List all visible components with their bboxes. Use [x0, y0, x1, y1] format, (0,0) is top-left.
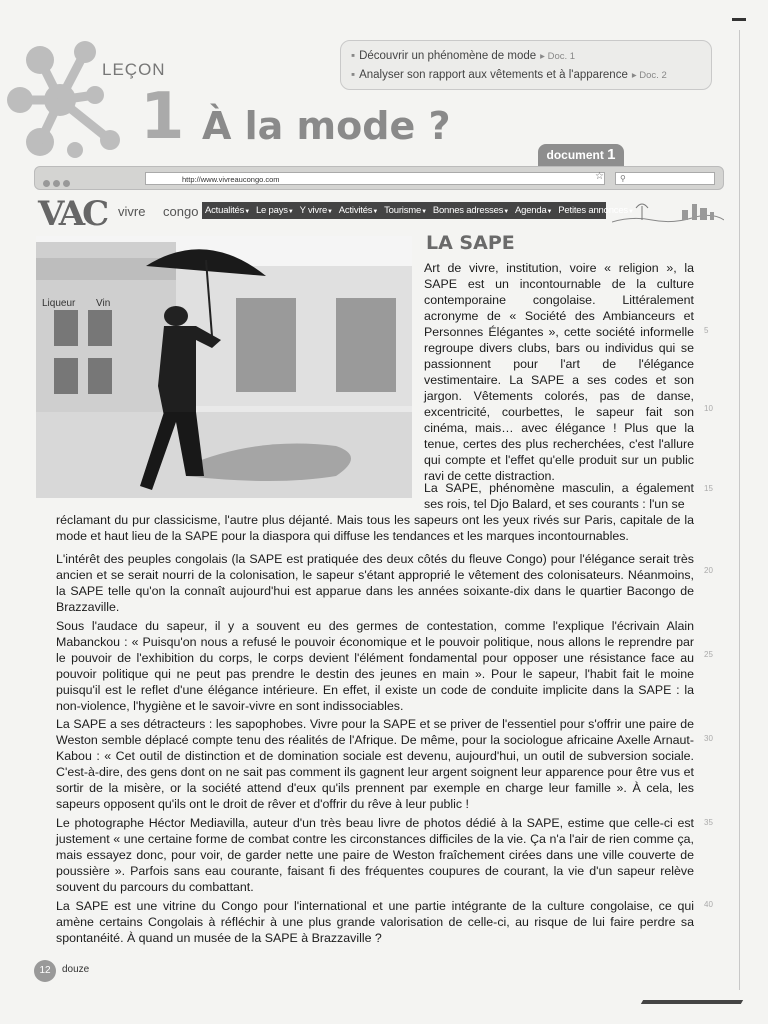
objective-item — [351, 47, 701, 66]
nav-item: Bonnes adresses▼ — [432, 205, 509, 216]
line-number: 35 — [704, 818, 713, 827]
shop-sign-text: Liqueur — [42, 298, 76, 309]
dropdown-arrow-icon: ▼ — [503, 209, 509, 215]
page-number-badge: 12 — [34, 960, 56, 982]
objectives-box — [340, 40, 712, 90]
article-paragraph: L'intérêt des peuples congolais (la SAPE est pratiquée des deux côtés du fleuve Congo) pour l'élégance serait très ancien et se serait nourri de la colonisation, le sapeur s'étant approprié le vêtement des colonisateurs. Néanmoins, la SAPE telle qu'on la connaît aujourd'hui est apparue dans les années soixante-dix dans le quartier Bacongo de Brazzaville. — [56, 552, 694, 614]
lesson-number: 1 — [140, 80, 185, 154]
objective-item — [351, 66, 701, 85]
dropdown-arrow-icon: ▼ — [627, 209, 634, 215]
article-paragraph: Art de vivre, institution, voire « religion », la SAPE est un incontournable de la culture contemporaine congolaise. Littéralement acronyme de « Société des Ambianceurs et Personnes Élégantes », cette société informelle regroupe divers clubs, bars ou individus qui se passionnent pour l'art de l'élégance vestimentaire. La SAPE a ses codes et son jargon. Vêtements colorés, pas de danse, excentricité, courbettes, le sapeur fait son cinéma, mais… avec élégance ! Plus que la tenue, certes des plus recherchées, c'est l'allure qui compte et l'effet qu'elle produit sur un public ravi de cette distraction. — [424, 261, 694, 483]
document-tab-number: 1 — [607, 146, 616, 163]
lesson-title: À la mode ? — [202, 104, 451, 148]
skyline-illustration — [612, 194, 724, 224]
address-bar: http://www.vivreaucongo.com — [145, 172, 605, 185]
page-edge-line — [739, 30, 740, 990]
line-number: 30 — [704, 734, 713, 743]
document-tab — [538, 144, 624, 166]
bullet-icon: ▪ — [351, 69, 356, 81]
lesson-label: LEÇON — [102, 60, 166, 79]
article-paragraph: réclamant du pur classicisme, l'autre plus déjanté. Mais tous les sapeurs ont les yeux rivés sur Paris, capitale de la mode et haut lieu de la SAPE pour la diaspora qui diffuse les tendances et les marques incontournables. — [56, 513, 694, 543]
site-name-vivre: vivre — [118, 204, 146, 219]
article-paragraph: La SAPE a ses détracteurs : les sapophobes. Vivre pour la SAPE et se priver de l'essentiel pour s'offrir une paire de Weston semble déplacé compte tenu des réalités de l'Afrique. De même, pour la sociologue africaine Axelle Arnaut-Kabou : « Cet outil de distinction et de domination sociale est devenu, aujourd'hui, un outil de subversion sociale. C'est-à-dire, des gens dont on ne sait pas comment ils gagnent leur argent soignent leur apparence pour être vus et sortir de la misère, or la société attend d'eux qu'ils prennent par exemple en charge leur famille ». À cela, les sapeurs opposent qu'ils ont le droit de rêver et d'offrir du rêve à leur public ! — [56, 717, 694, 811]
article-paragraph: La SAPE est une vitrine du Congo pour l'international et une partie intégrante de la culture congolaise, ce qui amène certains Congolais à réfléchir à une plus grande valorisation de celle-ci, au risque de lui faire perdre sa spontanéité. À quand un musée de la SAPE à Brazzaville ? — [56, 899, 694, 945]
dropdown-arrow-icon: ▼ — [244, 209, 250, 215]
site-logo: VAC — [38, 194, 107, 234]
scan-corner-mark — [732, 18, 746, 21]
sapeur-photo — [36, 236, 412, 498]
objective-text: Analyser son rapport aux vêtements et à l'apparence — [359, 69, 628, 81]
nav-item: Petites annonces▼ — [558, 205, 634, 216]
article-paragraph: Sous l'audace du sapeur, il y a souvent eu des germes de contestation, comme l'explique l'écrivain Alain Mabanckou : « Puisqu'on nous a refusé le pouvoir économique et le pouvoir politique, nous allons le reprendre par le pouvoir de l'exhibition du corps, le corps devient l'élément fondamental pour opposer une résistance face au pouvoir politique qui ne peut pas prendre le destin des jeunes en main ». Pour le sapeur, l'habit fait le moine puisqu'il est le reflet d'une élégance intérieure. En effet, il existe un code de conduite implicite dans la SAPE : la non-violence, l'hygiène et le savoir-vivre en sont indissociables. — [56, 619, 694, 713]
dropdown-arrow-icon: ▼ — [327, 209, 333, 215]
dropdown-arrow-icon: ▼ — [372, 209, 379, 215]
nav-item: Y vivre▼ — [299, 205, 333, 216]
nav-item: Activités▼ — [338, 205, 379, 216]
line-number: 10 — [704, 404, 713, 413]
window-dot-icon — [53, 180, 60, 187]
dropdown-arrow-icon: ▼ — [421, 209, 427, 215]
objective-text: Découvrir un phénomène de mode — [359, 50, 537, 62]
site-name-congo: congo — [163, 204, 199, 219]
nav-item: Tourisme▼ — [384, 205, 427, 216]
line-number: 40 — [704, 900, 713, 909]
search-icon: ⚲ — [620, 174, 626, 183]
article-paragraph: La SAPE, phénomène masculin, a également ses rois, tel Djo Balard, et ses courants : l'un se — [424, 481, 694, 511]
article-paragraph: Le photographe Héctor Mediavilla, auteur d'un très beau livre de photos dédié à la SAPE, estime que celle-ci est justement « une certaine forme de combat contre les circonstances difficiles de la vie. Ça n'a l'air de rien comme ça, mais essayez donc, pour voir, de garder nette une paire de Weston fraîchement cirées dans une ville couverte de poussière ». Parfois sans eau courante, faisant fi des fréquentes coupures de courant, la vie d'un sapeur relève souvent du parcours du combattant. — [56, 816, 694, 894]
dropdown-arrow-icon: ▼ — [546, 209, 553, 215]
line-number: 15 — [704, 484, 713, 493]
line-number: 20 — [704, 566, 713, 575]
scan-bottom-mark — [641, 1000, 743, 1004]
nav-item: Le pays▼ — [255, 205, 294, 216]
site-nav — [202, 202, 634, 219]
dropdown-arrow-icon: ▼ — [287, 209, 294, 215]
bookmark-star-icon: ☆ — [595, 171, 604, 182]
article-title: LA SAPE — [426, 232, 515, 254]
line-number: 25 — [704, 650, 713, 659]
nav-item: Agenda▼ — [514, 205, 553, 216]
shop-sign-text: Vin — [96, 298, 111, 309]
window-dot-icon — [43, 180, 50, 187]
line-number: 5 — [704, 326, 709, 335]
window-dot-icon — [63, 180, 70, 187]
browser-bar — [34, 166, 724, 190]
nav-item: Actualités▼ — [205, 205, 250, 216]
page-number-word: douze — [62, 964, 90, 975]
objective-ref: ▸ Doc. 1 — [540, 51, 576, 62]
molecule-decoration — [0, 30, 150, 170]
document-tab-label: document — [546, 148, 604, 162]
objective-ref: ▸ Doc. 2 — [631, 70, 667, 81]
search-field — [615, 172, 715, 185]
bullet-icon: ▪ — [351, 50, 356, 62]
window-controls — [43, 174, 73, 192]
